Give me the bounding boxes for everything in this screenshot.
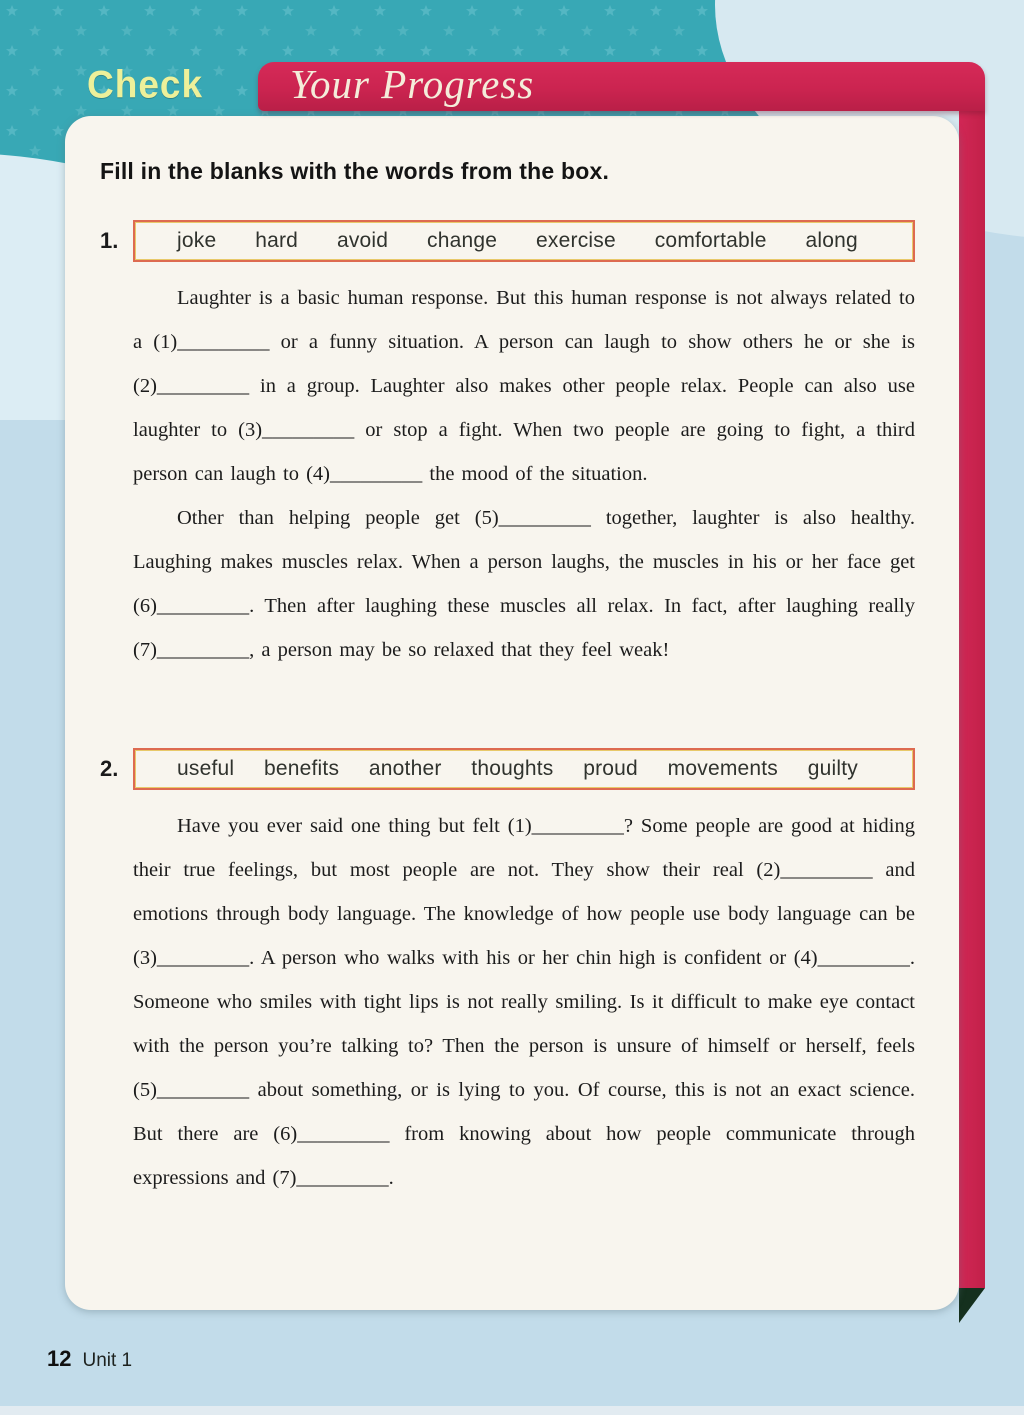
word-bank-word: change [427,229,498,252]
word-bank-word: movements [667,757,779,780]
banner-title: Your Progress [290,61,535,107]
exercise-1 [100,220,915,672]
page-bottom-edge [0,1406,1024,1415]
header-check-label: Check [87,62,204,106]
word-bank-word: guilty [807,757,858,780]
page-corner-arrow-icon [959,1288,985,1323]
page-footer [47,1346,132,1372]
page-number: 12 [47,1346,72,1371]
word-bank-word: comfortable [654,229,767,252]
word-bank-word: useful [177,757,235,780]
word-bank-word: along [805,229,858,252]
exercise-2 [100,748,915,1200]
exercise-2-word-bank-box [133,748,915,790]
exercise-2-paragraph: Have you ever said one thing but felt (1)_________? Some people are good at hiding their true feelings, but most people are not. They show their real (2)_________ and emotions through body language. The knowledge of how people use body language can be (3)_________. A person who walks with his or her chin high is confident or (4)_________. Someone who smiles with tight lips is not really smiling. Is it difficult to make eye contact with the person you’re talking to? Then the person is unsure of himself or herself, feels (5)_________ about something, or is lying to you. Of course, this is not an exact science. But there are (6)_________ from knowing about how people communicate through expressions and (7)_________. [133,815,915,1189]
header-banner [258,62,985,111]
word-bank-word: thoughts [471,757,554,780]
exercise-2-number: 2. [100,756,119,781]
word-bank-word: joke [177,229,217,252]
word-bank-word: another [368,757,442,780]
content-card [65,116,959,1310]
word-bank-word: proud [583,757,638,780]
exercise-1-number: 1. [100,228,119,253]
exercise-1-paragraph: Other than helping people get (5)_________ together, laughter is also healthy. Laughing makes muscles relax. When a person laughs, the muscles in his or her face get (6)_________. Then after laughing these muscles all relax. In fact, after laughing really (7)_________, a person may be so relaxed that they feel weak! [133,507,915,661]
word-bank-word: hard [255,229,299,252]
unit-label: Unit 1 [82,1350,133,1371]
word-bank-word: exercise [536,229,616,252]
instruction-heading: Fill in the blanks with the words from the box. [100,158,610,184]
exercise-1-word-bank-box [133,220,915,262]
word-bank-word: avoid [336,229,389,252]
red-side-band [959,100,985,1288]
word-bank-word: benefits [264,757,340,780]
exercise-1-paragraph: Laughter is a basic human response. But this human response is not always related to a (1)_________ or a funny situation. A person can laugh to show others he or she is (2)_________ in a group. Laughter also makes other people relax. People can also use laughter to (3)_________ or stop a fight. When two people are going to fight, a third person can laugh to (4)_________ the mood of the situation. [133,287,915,485]
